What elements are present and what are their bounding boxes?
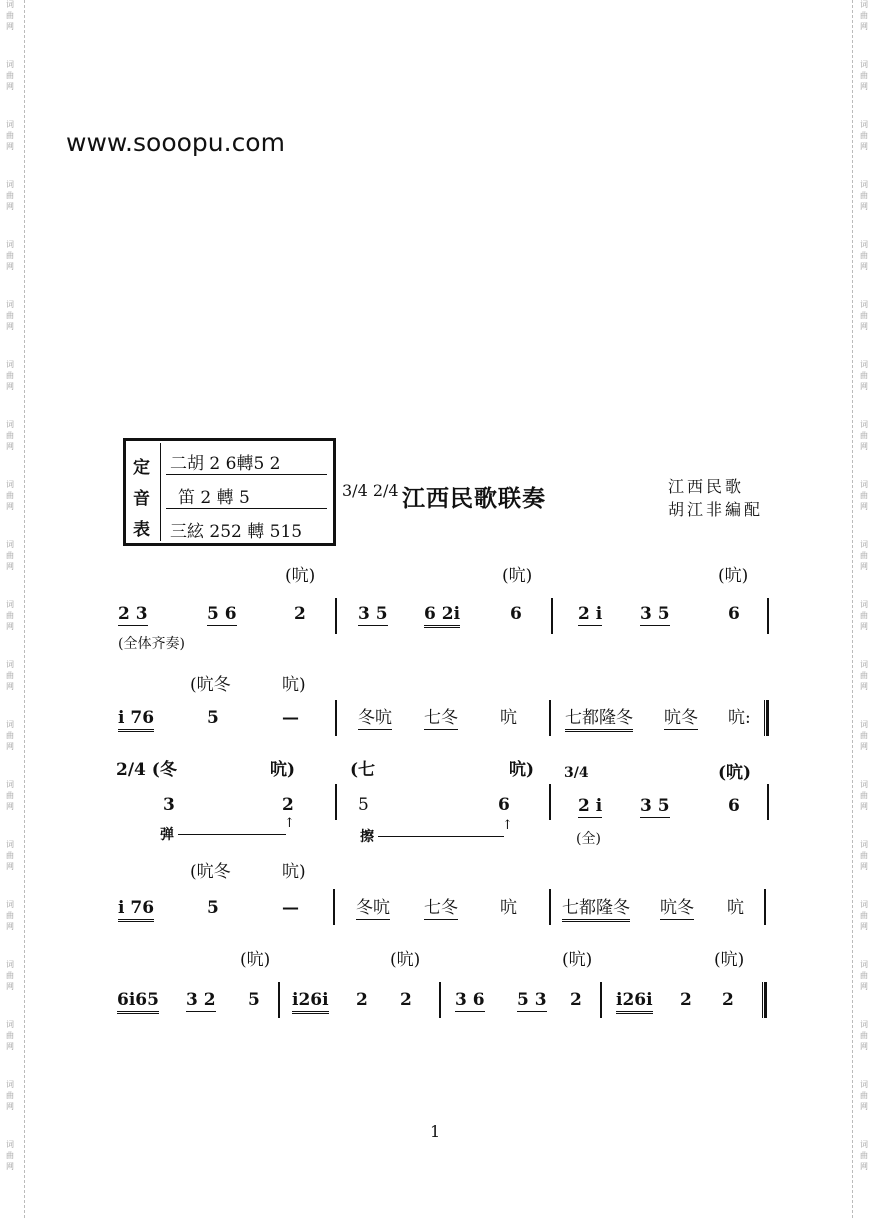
watermark-char: 词 <box>6 720 14 729</box>
watermark-char: 网 <box>860 1102 868 1111</box>
watermark-char: 词 <box>860 900 868 909</box>
watermark-char: 曲 <box>6 11 14 20</box>
watermark-char: 曲 <box>6 191 14 200</box>
watermark-char: 词 <box>6 960 14 969</box>
watermark-char: 词 <box>6 1080 14 1089</box>
up-arrow-icon: ↑ <box>502 818 513 833</box>
watermark-char: 曲 <box>860 191 868 200</box>
vocable: 吭) <box>282 675 306 695</box>
watermark-char: 网 <box>860 22 868 31</box>
watermark-char: 网 <box>860 742 868 751</box>
percussion-syllable: 吭 <box>727 898 744 918</box>
watermark-char: 词 <box>860 1140 868 1149</box>
watermark-char: 曲 <box>860 431 868 440</box>
watermark-gap <box>858 993 870 1019</box>
watermark-char: 网 <box>6 1042 14 1051</box>
watermark-gap <box>858 393 870 419</box>
watermark-char: 曲 <box>860 971 868 980</box>
note-group: 3 6 <box>455 990 485 1010</box>
vocable: (吭) <box>390 950 421 970</box>
watermark-char: 网 <box>860 382 868 391</box>
up-arrow-icon: ↑ <box>284 816 295 831</box>
key-label-char: 音 <box>133 489 150 509</box>
watermark-char: 词 <box>6 480 14 489</box>
watermark-char: 网 <box>860 202 868 211</box>
watermark-char: 词 <box>860 840 868 849</box>
key-label-char: 表 <box>133 520 150 540</box>
watermark-gap <box>858 753 870 779</box>
watermark-char: 网 <box>6 502 14 511</box>
watermark-gap <box>858 513 870 539</box>
watermark-char: 曲 <box>6 1091 14 1100</box>
note-group: 2 i <box>578 796 603 816</box>
watermark-char: 曲 <box>6 71 14 80</box>
watermark-char: 曲 <box>860 671 868 680</box>
watermark-char: 曲 <box>860 251 868 260</box>
percussion-syllable: 七都隆冬 <box>565 708 633 732</box>
watermark-char: 曲 <box>860 851 868 860</box>
vocable: (吭) <box>502 566 533 586</box>
vocable: (吭) <box>285 566 316 586</box>
watermark-char: 词 <box>860 60 868 69</box>
watermark-char: 网 <box>6 922 14 931</box>
watermark-gap <box>4 393 16 419</box>
note-group: 3 2 <box>186 990 216 1010</box>
watermark-char: 网 <box>860 622 868 631</box>
watermark-char: 网 <box>860 1162 868 1171</box>
watermark-char: 词 <box>860 1080 868 1089</box>
watermark-char: 词 <box>860 480 868 489</box>
key-divider <box>160 443 161 541</box>
percussion-syllable: 吭冬 <box>660 898 694 918</box>
watermark-gap <box>858 453 870 479</box>
note: 6 <box>728 796 740 816</box>
barline <box>767 598 769 634</box>
note: 6 <box>498 795 510 815</box>
watermark-char: 曲 <box>860 311 868 320</box>
note: 3 <box>163 795 175 815</box>
watermark-char: 曲 <box>860 1031 868 1040</box>
watermark-char: 网 <box>860 562 868 571</box>
percussion-syllable: 冬吭 <box>356 898 390 918</box>
watermark-char: 曲 <box>6 851 14 860</box>
percussion-syllable: 七都隆冬 <box>562 898 630 922</box>
key-label-char: 定 <box>133 458 150 478</box>
watermark-char: 曲 <box>6 491 14 500</box>
tuning-sanxian: 三絃 252 轉 515 <box>170 522 303 542</box>
watermark-char: 曲 <box>6 1031 14 1040</box>
watermark-char: 词 <box>6 240 14 249</box>
barline <box>600 982 602 1018</box>
watermark-gap <box>858 933 870 959</box>
barline <box>549 784 551 820</box>
dash: — <box>282 708 299 728</box>
note-group: i26i <box>616 990 653 1014</box>
watermark-gap <box>858 1113 870 1139</box>
watermark-char: 网 <box>6 382 14 391</box>
watermark-char: 曲 <box>6 431 14 440</box>
watermark-gap <box>858 213 870 239</box>
watermark-char: 网 <box>6 982 14 991</box>
note-group: 5 6 <box>207 604 237 624</box>
watermark-char: 曲 <box>860 731 868 740</box>
watermark-gap <box>4 813 16 839</box>
note-group: 3 5 <box>640 604 670 624</box>
note-group: 5 3 <box>517 990 547 1010</box>
technique-extender-line <box>178 834 286 835</box>
watermark-char: 曲 <box>860 611 868 620</box>
percussion-syllable: 吭 <box>500 708 517 728</box>
watermark-gap <box>4 1053 16 1079</box>
note: 2 <box>570 990 582 1010</box>
site-url: www.sooopu.com <box>66 128 285 157</box>
percussion-syllable: 七冬 <box>424 708 458 728</box>
watermark-char: 网 <box>860 442 868 451</box>
barline <box>549 889 551 925</box>
watermark-gap <box>858 333 870 359</box>
left-cut-line <box>24 0 26 1218</box>
percussion-syllable: 吭 <box>500 898 517 918</box>
watermark-char: 词 <box>860 720 868 729</box>
barline <box>335 784 337 820</box>
watermark-char: 网 <box>6 22 14 31</box>
watermark-gap <box>4 453 16 479</box>
watermark-char: 网 <box>860 322 868 331</box>
watermark-char: 词 <box>860 780 868 789</box>
barline <box>333 889 335 925</box>
vocable: 吭) <box>282 862 306 882</box>
right-cut-line <box>852 0 854 1218</box>
watermark-gap <box>4 993 16 1019</box>
watermark-gap <box>4 633 16 659</box>
watermark-char: 网 <box>6 142 14 151</box>
vocable: (吭) <box>718 566 749 586</box>
vocable: (吭) <box>714 950 745 970</box>
watermark-char: 曲 <box>860 911 868 920</box>
watermark-char: 词 <box>860 660 868 669</box>
watermark-char: 词 <box>6 60 14 69</box>
watermark-char: 曲 <box>860 71 868 80</box>
watermark-char: 词 <box>6 1140 14 1149</box>
watermark-char: 网 <box>860 502 868 511</box>
watermark-char: 曲 <box>6 791 14 800</box>
watermark-char: 词 <box>860 960 868 969</box>
watermark-char: 词 <box>6 900 14 909</box>
note-group: 6 2i <box>424 604 460 628</box>
barline <box>278 982 280 1018</box>
note-group: 2 i <box>578 604 603 624</box>
final-barline <box>762 982 767 1018</box>
watermark-gap <box>4 753 16 779</box>
watermark-gap <box>858 873 870 899</box>
watermark-gap <box>4 153 16 179</box>
watermark-char: 网 <box>860 862 868 871</box>
watermark-char: 网 <box>6 322 14 331</box>
watermark-char: 曲 <box>6 731 14 740</box>
watermark-char: 词 <box>860 540 868 549</box>
note-group: 2 3 <box>118 604 148 624</box>
barline <box>764 889 766 925</box>
watermark-char: 网 <box>6 562 14 571</box>
watermark-char: 曲 <box>6 311 14 320</box>
note-group: i 76 <box>118 898 154 922</box>
watermark-char: 网 <box>860 142 868 151</box>
watermark-char: 词 <box>860 360 868 369</box>
watermark-char: 网 <box>860 922 868 931</box>
watermark-char: 曲 <box>6 1151 14 1160</box>
note-group: i 76 <box>118 708 154 732</box>
barline <box>549 700 551 736</box>
watermark-char: 词 <box>860 600 868 609</box>
performance-note: (全) <box>576 831 601 847</box>
watermark-gap <box>4 333 16 359</box>
watermark-gap <box>858 693 870 719</box>
watermark-gap <box>858 93 870 119</box>
note: 5 <box>207 898 219 918</box>
watermark-char: 网 <box>860 262 868 271</box>
tuning-table <box>123 438 336 546</box>
page-number: 1 <box>430 1122 441 1141</box>
watermark-char: 曲 <box>6 611 14 620</box>
watermark-char: 曲 <box>860 131 868 140</box>
tuning-erhu: 二胡 2 6轉5 2 <box>170 454 281 474</box>
watermark-char: 词 <box>6 300 14 309</box>
watermark-gap <box>4 93 16 119</box>
watermark-char: 网 <box>6 682 14 691</box>
note: 6 <box>510 604 522 624</box>
vocable: 吭) <box>509 760 535 780</box>
watermark-char: 曲 <box>860 371 868 380</box>
watermark-char: 曲 <box>860 791 868 800</box>
meter-change: 2/4 (冬 <box>116 760 177 780</box>
credit-arranger: 胡江非編配 <box>668 500 764 519</box>
note: 2 <box>680 990 692 1010</box>
watermark-char: 网 <box>860 682 868 691</box>
watermark-char: 词 <box>860 120 868 129</box>
watermark-char: 词 <box>860 420 868 429</box>
note: 2 <box>400 990 412 1010</box>
watermark-char: 网 <box>860 802 868 811</box>
watermark-gap <box>4 1113 16 1139</box>
watermark-char: 网 <box>6 1162 14 1171</box>
repeat-barline <box>764 700 769 736</box>
watermark-char: 词 <box>6 780 14 789</box>
watermark-gap <box>858 33 870 59</box>
watermark-gap <box>4 1173 16 1199</box>
watermark-char: 曲 <box>6 251 14 260</box>
watermark-char: 网 <box>6 442 14 451</box>
vocable: (吭) <box>240 950 271 970</box>
watermark-char: 曲 <box>6 971 14 980</box>
barline <box>439 982 441 1018</box>
technique-label: 擦 <box>360 829 374 845</box>
watermark-char: 网 <box>860 982 868 991</box>
percussion-syllable: 吭: <box>728 708 751 728</box>
note-group: 6i65 <box>117 990 159 1014</box>
watermark-gap <box>4 273 16 299</box>
technique-extender-line <box>378 836 504 837</box>
watermark-char: 网 <box>6 262 14 271</box>
watermark-char: 词 <box>860 1020 868 1029</box>
barline <box>335 598 337 634</box>
watermark-char: 曲 <box>860 1151 868 1160</box>
vocable: (吭) <box>562 950 593 970</box>
note: 5 <box>358 795 369 815</box>
note-group: 3 5 <box>358 604 388 624</box>
watermark-gap <box>4 213 16 239</box>
note: 6 <box>728 604 740 624</box>
watermark-char: 网 <box>6 1102 14 1111</box>
key-rule-line <box>166 474 327 475</box>
watermark-char: 词 <box>6 120 14 129</box>
watermark-gap <box>858 573 870 599</box>
watermark-char: 网 <box>860 82 868 91</box>
watermark-char: 词 <box>6 840 14 849</box>
barline <box>767 784 769 820</box>
watermark-gap <box>4 33 16 59</box>
watermark-char: 词 <box>6 660 14 669</box>
note-group: i26i <box>292 990 329 1014</box>
watermark-char: 词 <box>860 300 868 309</box>
watermark-char: 网 <box>6 622 14 631</box>
watermark-char: 词 <box>6 180 14 189</box>
note-group: 3 5 <box>640 796 670 816</box>
percussion-syllable: 七冬 <box>424 898 458 918</box>
watermark-char: 曲 <box>6 131 14 140</box>
tuning-flute: 笛 2 轉 5 <box>178 488 250 508</box>
watermark-gap <box>4 513 16 539</box>
key-rule-line <box>166 508 327 509</box>
watermark-char: 网 <box>6 802 14 811</box>
watermark-gap <box>4 693 16 719</box>
watermark-char: 词 <box>6 0 14 9</box>
watermark-char: 网 <box>860 1042 868 1051</box>
watermark-char: 网 <box>6 82 14 91</box>
barline <box>335 700 337 736</box>
note: 2 <box>722 990 734 1010</box>
watermark-gap <box>858 813 870 839</box>
watermark-gap <box>858 1053 870 1079</box>
watermark-char: 词 <box>860 180 868 189</box>
vocable: (吭冬 <box>190 675 231 695</box>
watermark-char: 曲 <box>860 551 868 560</box>
note: 5 <box>248 990 260 1010</box>
piece-title: 江西民歌联奏 <box>402 486 546 512</box>
watermark-gap <box>4 933 16 959</box>
percussion-syllable: 冬吭 <box>358 708 392 728</box>
watermark-char: 曲 <box>6 671 14 680</box>
watermark-char: 曲 <box>860 1091 868 1100</box>
watermark-char: 词 <box>6 420 14 429</box>
watermark-char: 词 <box>6 600 14 609</box>
vocable: (吭冬 <box>190 862 231 882</box>
watermark-gap <box>858 153 870 179</box>
watermark-char: 词 <box>6 1020 14 1029</box>
meter-change: 3/4 <box>564 765 589 781</box>
watermark-char: 曲 <box>6 371 14 380</box>
vocable: (吭) <box>718 763 752 783</box>
watermark-char: 词 <box>6 540 14 549</box>
performance-note: (全体齐奏) <box>118 636 185 652</box>
percussion-syllable: 吭冬 <box>664 708 698 728</box>
note: 2 <box>282 795 294 815</box>
barline <box>551 598 553 634</box>
time-signature: 3/4 2/4 <box>342 481 399 500</box>
watermark-char: 曲 <box>6 911 14 920</box>
vocable: (七 <box>350 760 376 780</box>
watermark-char: 网 <box>6 742 14 751</box>
note: 2 <box>294 604 306 624</box>
note: 5 <box>207 708 219 728</box>
watermark-gap <box>858 1173 870 1199</box>
watermark-gap <box>858 633 870 659</box>
watermark-char: 曲 <box>6 551 14 560</box>
technique-label: 弹 <box>160 827 174 843</box>
watermark-char: 词 <box>860 240 868 249</box>
watermark-gap <box>4 873 16 899</box>
dash: — <box>282 898 299 918</box>
watermark-gap <box>4 573 16 599</box>
watermark-char: 网 <box>6 862 14 871</box>
watermark-char: 曲 <box>860 11 868 20</box>
note: 2 <box>356 990 368 1010</box>
credit-source: 江西民歌 <box>668 477 745 496</box>
watermark-gap <box>858 273 870 299</box>
watermark-char: 曲 <box>860 491 868 500</box>
watermark-char: 网 <box>6 202 14 211</box>
watermark-char: 词 <box>6 360 14 369</box>
right-watermark-column <box>858 0 870 1200</box>
vocable: 吭) <box>270 760 296 780</box>
left-watermark-column <box>4 0 16 1200</box>
watermark-char: 词 <box>860 0 868 9</box>
